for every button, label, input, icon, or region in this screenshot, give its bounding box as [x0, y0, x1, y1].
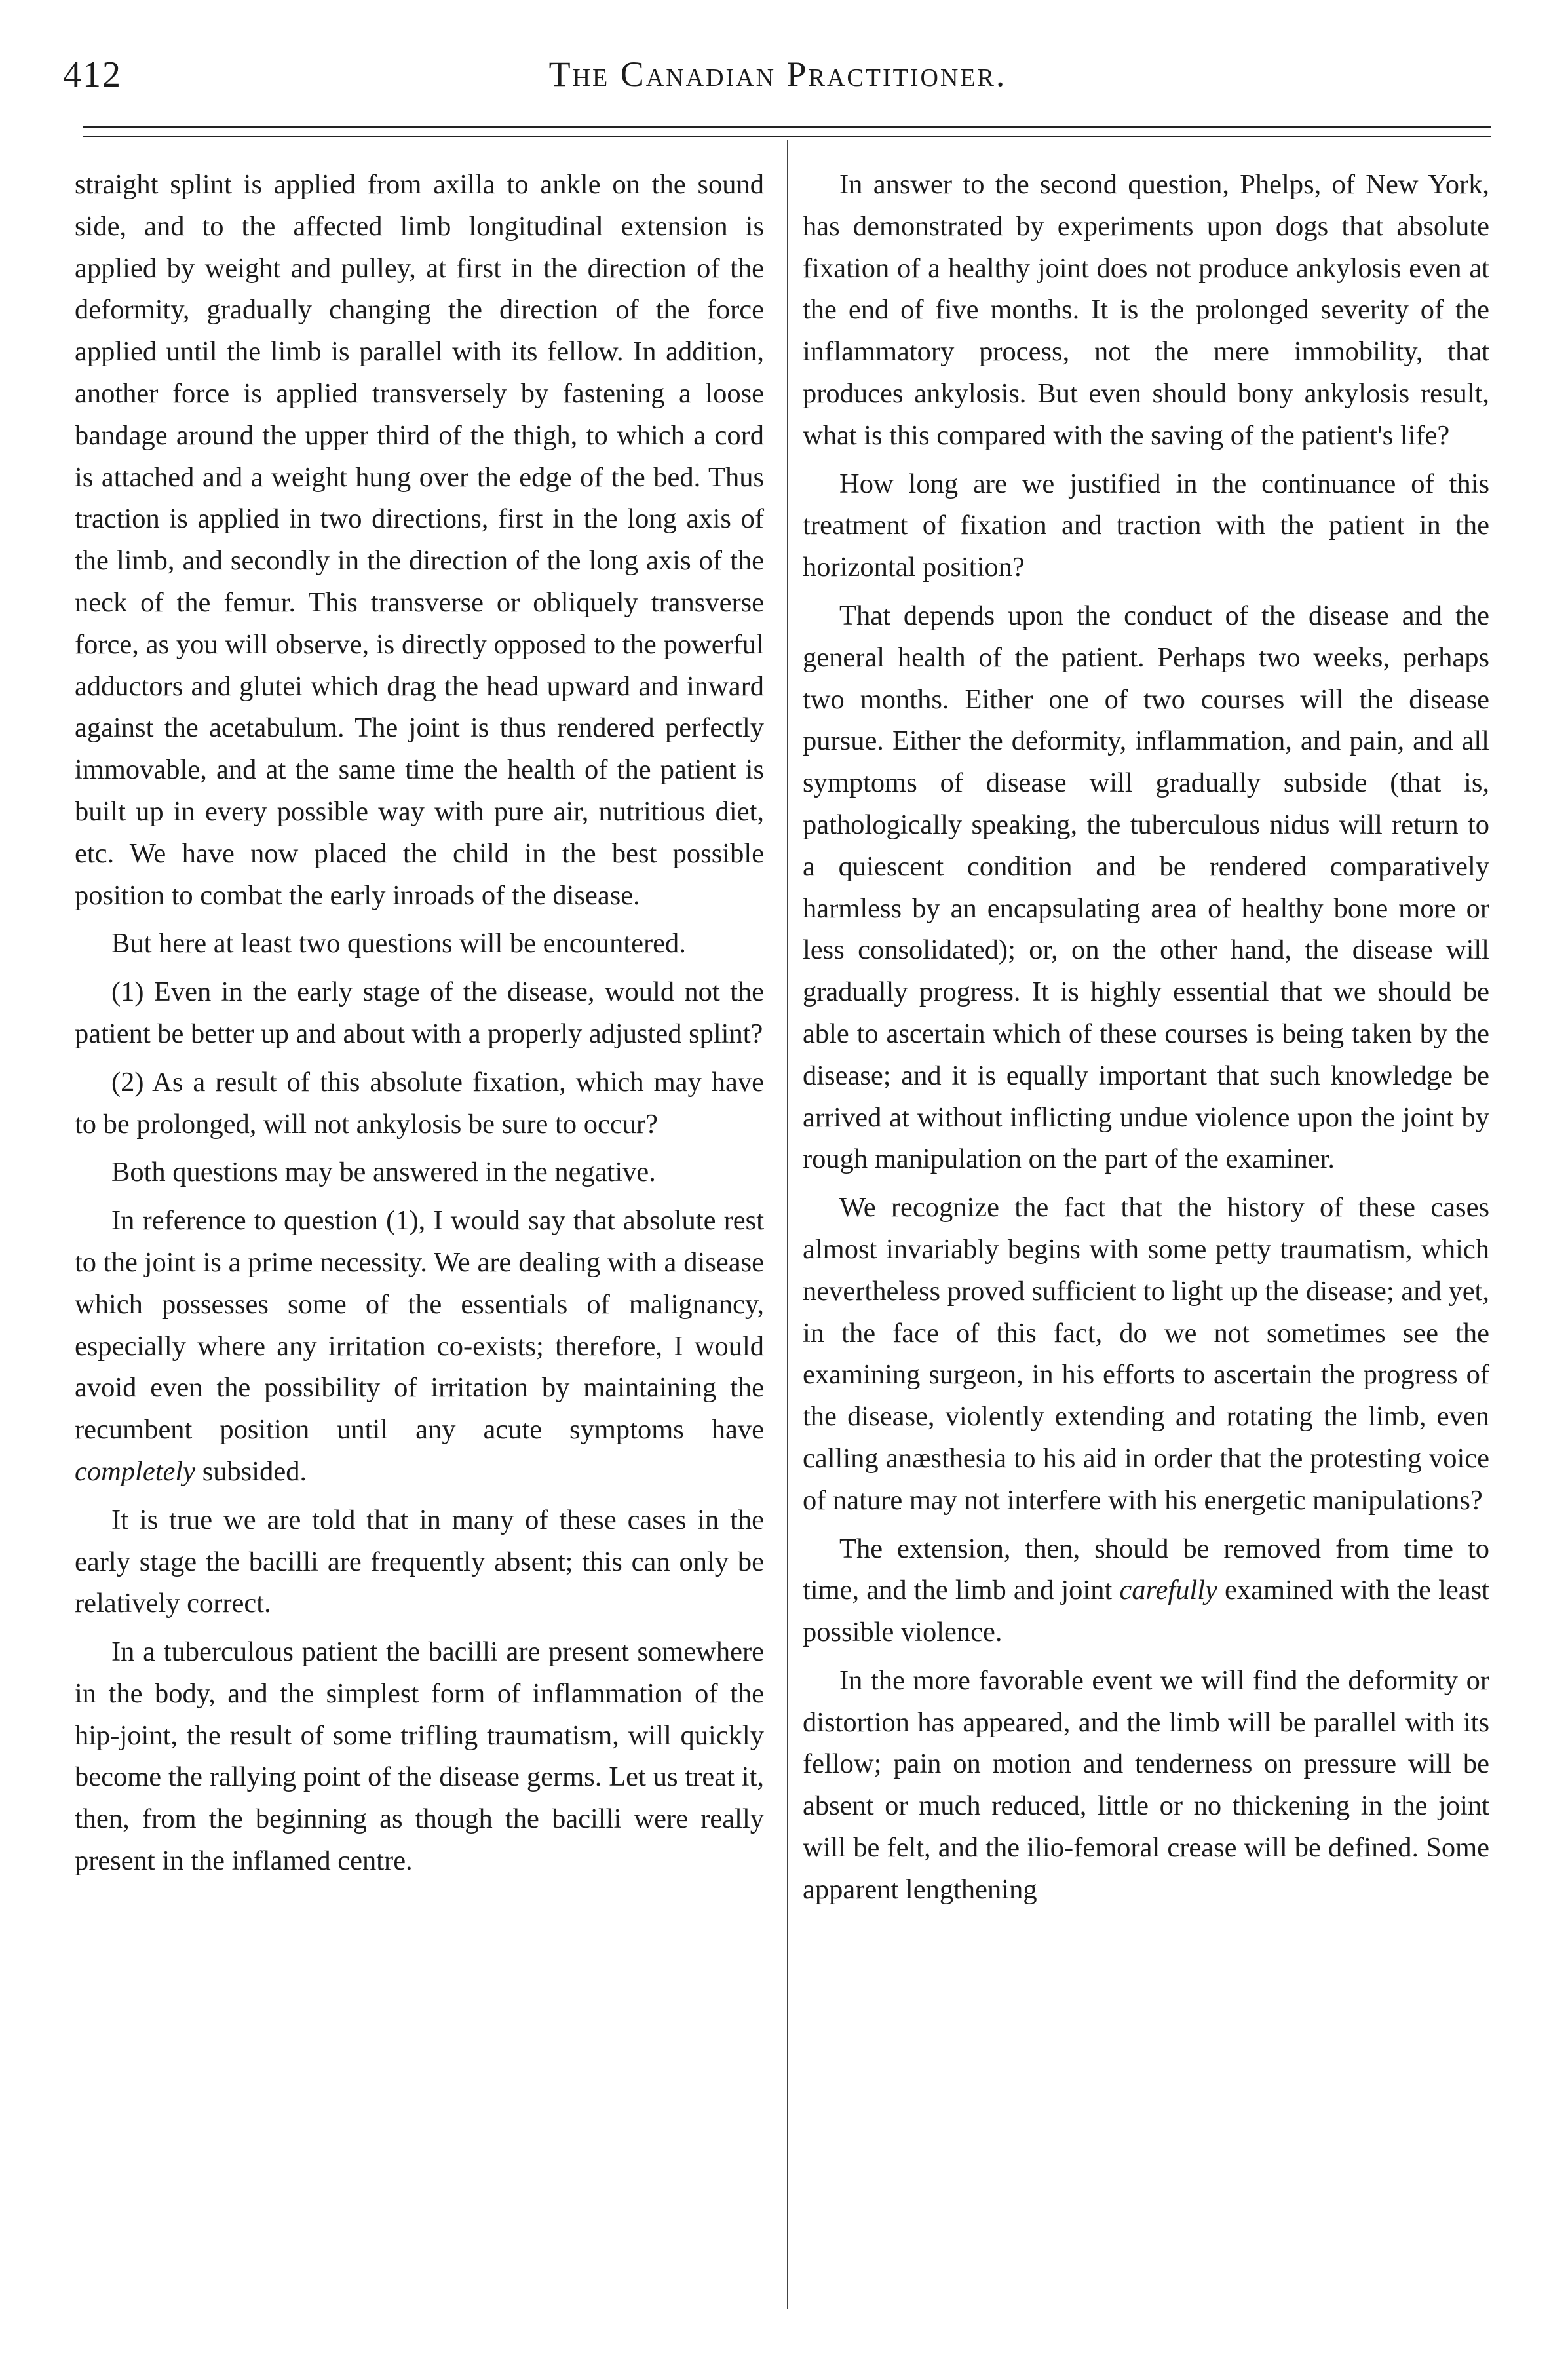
page-header: [63, 54, 1493, 109]
paragraph: That depends upon the conduct of the disease and the general health of the patient. Perhaps two weeks, perhaps two months. Either one of two courses will the disease pursue. Either the deformity, inflammation, and pain, and all symptoms of disease will gradually subside (that is, pathologically speaking, the tuberculous nidus will return to a quiescent condition and be rendered comparatively harmless by an encapsulating area of healthy bone more or less consolidated); or, on the other hand, the disease will gradually progress. It is highly essential that we should be able to ascertain which of these courses is being taken by the disease; and it is equally important that such knowledge be arrived at without inflicting undue violence upon the joint by rough manipulation on the part of the examiner.: [803, 600, 1489, 1175]
paragraph: In a tuberculous patient the bacilli are present somewhere in the body, and the simplest form of inflammation of the hip-joint, the result of some trifling traumatism, will quickly become the rallying point of the disease germs. Let us treat it, then, from the beginning as though the bacilli were really present in the inflamed centre.: [75, 1636, 764, 1877]
paragraph: We recognize the fact that the history of these cases almost invariably begins with some petty traumatism, which nevertheless proved sufficient to light up the disease; and yet, in the face of this fact, do we not sometimes see the examining surgeon, in his efforts to ascertain the progress of the disease, violently extending and rotating the limb, even calling anæsthesia to his aid in order that the protesting voice of nature may not interfere with his energetic manipulations?: [803, 1192, 1489, 1516]
paragraph: straight splint is applied from axilla to ankle on the sound side, and to the affected limb longitudinal extension is applied by weight and pulley, at first in the direction of the deformity, gradually changing the direction of the force applied until the limb is parallel with its fellow. In addition, another force is applied transversely by fastening a loose bandage around the upper third of the thigh, to which a cord is attached and a weight hung over the edge of the bed. Thus traction is applied in two directions, first in the long axis of the limb, and secondly in the direction of the long axis of the neck of the femur. This transverse or obliquely transverse force, as you will observe, is directly opposed to the powerful adductors and glutei which drag the head upward and inward against the acetabulum. The joint is thus rendered perfectly immovable, and at the same time the health of the patient is built up in every possible way with pure air, nutritious diet, etc. We have now placed the child in the best possible position to combat the early inroads of the disease.: [75, 169, 764, 911]
text-run: examined with the least possible violence.: [803, 1575, 1489, 1648]
paragraph: But here at least two questions will be encountered.: [111, 928, 686, 959]
paragraph: [803, 1528, 1489, 1653]
paragraph: (1) Even in the early stage of the disease, would not the patient be better up and about with a properly adjusted splint?: [75, 976, 764, 1049]
text-run: subsided.: [195, 1455, 307, 1487]
text-run: The extension, then, should be removed from time to time, and the limb and joint: [803, 1533, 1489, 1606]
right-column: [803, 164, 1489, 1917]
column-divider: [787, 140, 788, 2309]
paragraph: How long are we justified in the continuance of this treatment of fixation and traction with the patient in the horizontal position?: [803, 468, 1489, 583]
paragraph: It is true we are told that in many of these cases in the early stage the bacilli are frequently absent; this can only be relatively correct.: [75, 1504, 764, 1619]
emphasis: carefully: [1119, 1575, 1217, 1606]
paragraph: In the more favorable event we will find the deformity or distortion has appeared, and the limb will be parallel with its fellow; pain on motion and tenderness on pressure will be absent or much reduced, little or no thickening in the joint will be felt, and the ilio-femoral crease will be defined. Some apparent lengthening: [803, 1664, 1489, 1905]
header-rule-thin: [83, 136, 1491, 137]
page-number: 412: [63, 54, 122, 95]
running-title: The Canadian Practitioner.: [548, 54, 1007, 94]
paragraph: Both questions may be answered in the negative.: [111, 1157, 656, 1188]
emphasis: completely: [75, 1455, 196, 1487]
left-column: [75, 164, 764, 1889]
paragraph: (2) As a result of this absolute fixation, which may have to be prolonged, will not ankylosis be sure to occur?: [75, 1066, 764, 1140]
text-run: In reference to question (1), I would say that absolute rest to the joint is a prime necessity. We are dealing with a disease which possesses some of the essentials of malignancy, especially where any irritation co-exists; therefore, I would avoid even the possibility of irritation by maintaining the recumbent position until any acute symptoms have: [75, 1205, 764, 1446]
header-rule-thick: [83, 126, 1491, 128]
paragraph: In answer to the second question, Phelps, of New York, has demonstrated by experiments upon dogs that absolute fixation of a healthy joint does not produce ankylosis even at the end of five months. It is the prolonged severity of the inflammatory process, not the mere immobility, that produces ankylosis. But even should bony ankylosis result, what is this compared with the saving of the patient's life?: [803, 169, 1489, 451]
paragraph: [75, 1200, 764, 1493]
